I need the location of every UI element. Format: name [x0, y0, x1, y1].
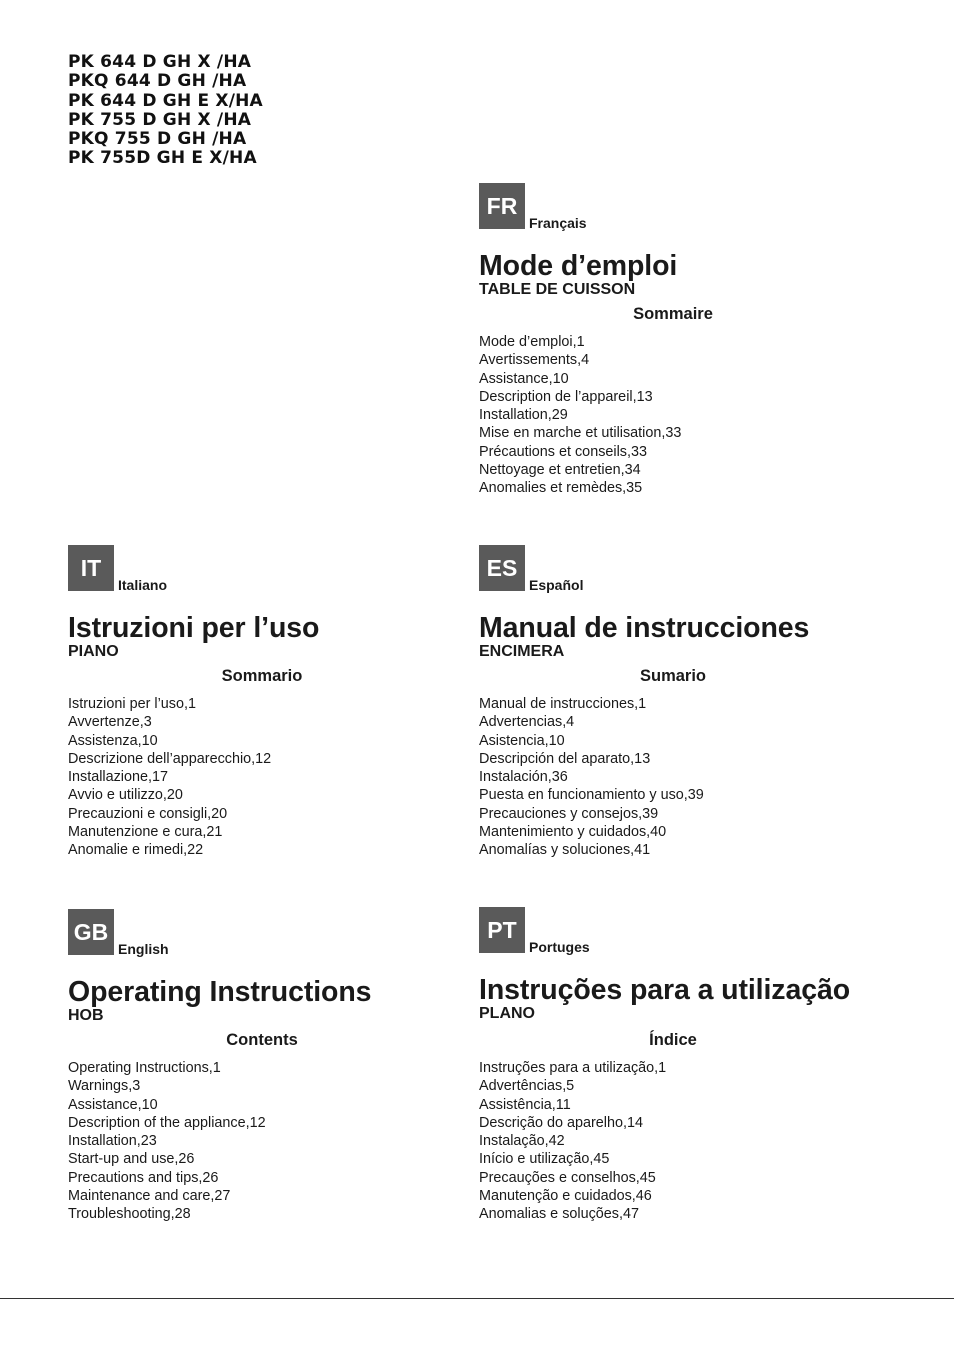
language-code-badge: FR	[479, 183, 525, 229]
model-name: PK 644 D GH E X/HA	[68, 90, 263, 111]
toc-item: Precauções e conselhos,45	[479, 1169, 656, 1186]
toc-item: Instalación,36	[479, 769, 568, 786]
toc-item: Description of the appliance,12	[68, 1114, 266, 1131]
toc-item: Mode d’emploi,1	[479, 334, 585, 350]
section-title: Instruções para a utilização	[479, 974, 850, 1006]
contents-heading: Sommaire	[633, 305, 713, 323]
contents-heading: Contents	[226, 1031, 298, 1049]
toc-item: Advertências,5	[479, 1078, 575, 1095]
contents-heading: Sommario	[221, 667, 303, 685]
language-name: English	[118, 941, 169, 957]
toc-item: Anomalies et remèdes,35	[479, 480, 643, 497]
language-name: Español	[529, 577, 584, 593]
section-subtitle: ENCIMERA	[479, 643, 565, 660]
language-name: Français	[529, 215, 587, 231]
table-of-contents	[479, 695, 899, 860]
language-code-badge: ES	[479, 545, 525, 591]
toc-item: Manual de instrucciones,1	[479, 696, 647, 712]
toc-item: Nettoyage et entretien,34	[479, 462, 641, 479]
toc-item: Avertissements,4	[479, 352, 590, 369]
language-header	[68, 545, 488, 591]
toc-item: Précautions et conseils,33	[479, 443, 647, 460]
toc-item: Instruções para a utilização,1	[479, 1060, 667, 1076]
toc-item: Anomalie e rimedi,22	[68, 842, 204, 859]
contents-heading: Sumario	[639, 667, 707, 685]
toc-item: Installation,23	[68, 1133, 157, 1150]
section-spanish	[479, 545, 899, 860]
toc-item: Description de l’appareil,13	[479, 388, 653, 405]
toc-item: Mise en marche et utilisation,33	[479, 425, 682, 442]
model-name: PK 755 D GH X /HA	[68, 109, 252, 130]
toc-item: Instalação,42	[479, 1133, 565, 1150]
model-name: PKQ 755 D GH /HA	[68, 129, 247, 150]
language-header	[479, 545, 899, 591]
section-subtitle: HOB	[68, 1007, 104, 1024]
language-name: Italiano	[118, 577, 168, 593]
language-header	[479, 183, 899, 229]
table-of-contents	[68, 1059, 488, 1224]
toc-item: Descrizione dell’apparecchio,12	[68, 750, 272, 767]
toc-item: Anomalias e soluções,47	[479, 1206, 639, 1223]
language-header	[68, 909, 488, 955]
model-list	[68, 53, 263, 169]
toc-item: Avvertenze,3	[68, 714, 152, 731]
section-subtitle: TABLE DE CUISSON	[479, 281, 636, 298]
section-french	[479, 183, 899, 498]
toc-item: Manutenzione e cura,21	[68, 824, 223, 841]
toc-item: Precauzioni e consigli,20	[68, 805, 228, 822]
toc-item: Manutenção e cuidados,46	[479, 1188, 652, 1205]
toc-item: Installazione,17	[68, 769, 169, 786]
toc-item: Assistência,11	[479, 1096, 571, 1113]
section-italian	[68, 545, 488, 860]
model-name: PK 755D GH E X/HA	[68, 148, 257, 169]
language-name: Portuges	[529, 939, 590, 955]
model-name: PK 644 D GH X /HA	[68, 52, 252, 72]
section-portuguese	[479, 907, 899, 1224]
section-subtitle: PIANO	[68, 643, 119, 660]
contents-heading: Índice	[649, 1031, 697, 1049]
toc-item: Asistencia,10	[479, 732, 565, 749]
toc-item: Installation,29	[479, 407, 568, 424]
table-of-contents	[479, 1059, 899, 1224]
toc-item: Assistance,10	[479, 370, 569, 387]
toc-item: Troubleshooting,28	[68, 1206, 191, 1223]
language-code-badge: GB	[68, 909, 114, 955]
toc-item: Advertencias,4	[479, 714, 575, 731]
language-code-badge: IT	[68, 545, 114, 591]
toc-item: Operating Instructions,1	[68, 1060, 221, 1076]
toc-item: Precautions and tips,26	[68, 1169, 219, 1186]
toc-item: Maintenance and care,27	[68, 1188, 231, 1205]
section-title: Istruzioni per l’uso	[68, 612, 320, 644]
toc-item: Assistenza,10	[68, 732, 158, 749]
model-name: PKQ 644 D GH /HA	[68, 71, 247, 92]
section-title: Operating Instructions	[68, 976, 372, 1008]
section-english	[68, 909, 488, 1224]
table-of-contents	[479, 333, 899, 498]
toc-item: Precauciones y consejos,39	[479, 805, 659, 822]
toc-item: Descrição do aparelho,14	[479, 1114, 643, 1131]
section-title: Manual de instrucciones	[479, 612, 810, 644]
section-subtitle: PLANO	[479, 1005, 535, 1022]
toc-item: Início e utilização,45	[479, 1151, 610, 1168]
toc-item: Descripción del aparato,13	[479, 750, 651, 767]
language-header	[479, 907, 899, 953]
toc-item: Anomalías y soluciones,41	[479, 842, 651, 859]
toc-item: Assistance,10	[68, 1096, 158, 1113]
toc-item: Mantenimiento y cuidados,40	[479, 824, 667, 841]
toc-item: Puesta en funcionamiento y uso,39	[479, 787, 704, 804]
section-title: Mode d’emploi	[479, 250, 678, 282]
bottom-divider	[0, 1298, 954, 1299]
toc-item: Istruzioni per l’uso,1	[68, 696, 196, 712]
language-code-badge: PT	[479, 907, 525, 953]
toc-item: Warnings,3	[68, 1078, 141, 1095]
table-of-contents	[68, 695, 488, 860]
toc-item: Avvio e utilizzo,20	[68, 787, 183, 804]
toc-item: Start-up and use,26	[68, 1151, 195, 1168]
